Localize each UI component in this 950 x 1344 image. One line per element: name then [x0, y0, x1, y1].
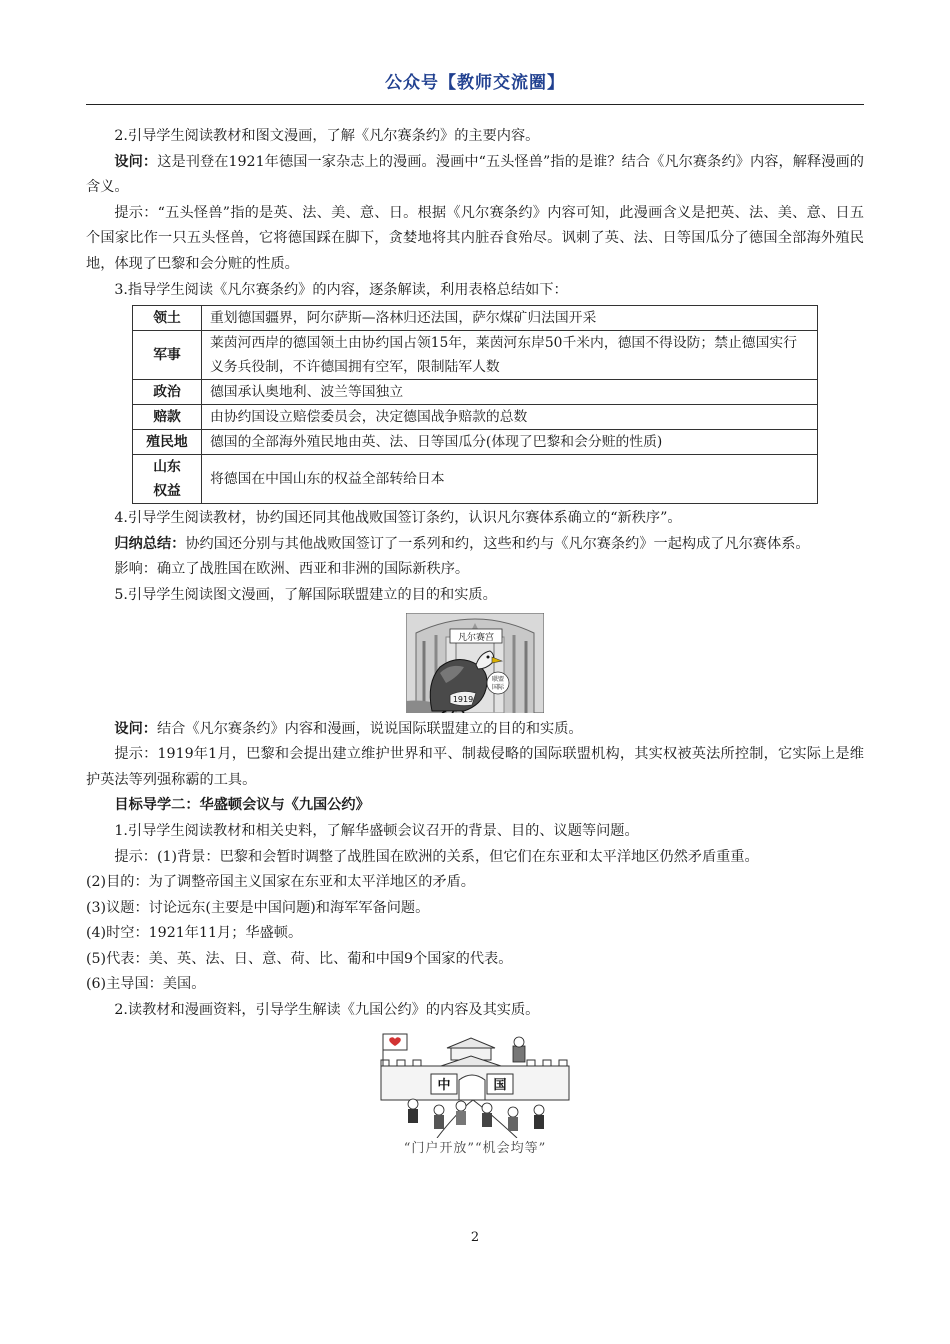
table-key-line: 权益	[153, 483, 181, 500]
table-value: 将德国在中国山东的权益全部转给日本	[202, 455, 818, 504]
table-value: 重划德国疆界，阿尔萨斯—洛林归还法国，萨尔煤矿归法国开采	[202, 306, 818, 331]
paragraph-step-2: 2.引导学生阅读教材和图文漫画，了解《凡尔赛条约》的主要内容。	[114, 128, 540, 144]
cartoon-year-text: 1919	[452, 694, 474, 704]
table-key: 军事	[133, 331, 202, 380]
paragraph-step-5: 5.引导学生阅读图文漫画，了解国际联盟建立的目的和实质。	[114, 586, 497, 603]
table-value: 德国的全部海外殖民地由英、法、日等国瓜分(体现了巴黎和会分赃的性质)	[202, 430, 818, 455]
table-key: 领土	[133, 306, 202, 331]
table-row	[133, 405, 818, 430]
table-key: 政治	[133, 380, 202, 405]
table-value: 莱茵河西岸的德国领土由协约国占领15年，莱茵河东岸50千米内，德国不得设防；禁止德国实行义务兵役制，不许德国拥有空军，限制陆军人数	[202, 331, 818, 380]
summary	[86, 532, 864, 558]
page-header: 公众号【教师交流圈】	[385, 73, 565, 93]
table-row	[133, 380, 818, 405]
table-row	[133, 306, 818, 331]
eagle-cartoon-image	[406, 613, 544, 713]
paragraph-goal2-step-2: 2.读教材和漫画资料，引导学生解读《九国公约》的内容及其实质。	[114, 1002, 540, 1019]
hint-background: 提示：(1)背景：巴黎和会暂时调整了战胜国在欧洲的关系，但它们在东亚和太平洋地区仍然矛盾重重。	[114, 848, 759, 865]
table-key	[133, 455, 202, 504]
question-text: 这是刊登在1921年德国一家杂志上的漫画。漫画中“五头怪兽”指的是谁？结合《凡尔赛条约》内容，解释漫画的含义。	[86, 153, 864, 196]
table-key: 殖民地	[133, 430, 202, 455]
list-item: (6)主导国：美国。	[86, 976, 206, 993]
paragraph-goal2-step-1: 1.引导学生阅读教材和相关史料，了解华盛顿会议召开的背景、目的、议题等问题。	[114, 822, 639, 839]
league-eagle-cartoon	[406, 613, 544, 713]
paragraph-step-3: 3.指导学生阅读《凡尔赛条约》的内容，逐条解读，利用表格总结如下：	[114, 281, 568, 298]
paragraph-step-4: 4.引导学生阅读教材，协约国还同其他战败国签订条约，认识凡尔赛体系确立的“新秩序”。	[114, 510, 682, 527]
table-key: 赔款	[133, 405, 202, 430]
hint-1: 提示：“五头怪兽”指的是英、法、美、意、日。根据《凡尔赛条约》内容可知，此漫画含义是把英、法、美、意、日五个国家比作一只五头怪兽，它将德国踩在脚下，贪婪地将其内脏吞食殆尽。讽刺了英、法、日等国瓜分了德国全部海外殖民地，体现了巴黎和会分赃的性质。	[86, 204, 864, 272]
summary-text: 协约国还分别与其他战败国签订了一系列和约，这些和约与《凡尔赛条约》一起构成了凡尔赛体系。	[185, 535, 810, 552]
table-row	[133, 430, 818, 455]
list-item: (5)代表：美、英、法、日、意、荷、比、葡和中国9个国家的代表。	[86, 950, 513, 967]
table-row	[133, 331, 818, 380]
table-value: 德国承认奥地利、波兰等国独立	[202, 380, 818, 405]
hint-2: 提示：1919年1月，巴黎和会提出建立维护世界和平、制裁侵略的国际联盟机构，其实权被英法所控制，它实际上是维护英法等列强称霸的工具。	[86, 746, 864, 788]
list-item: (4)时空：1921年11月；华盛顿。	[86, 925, 303, 942]
question-1	[86, 150, 864, 201]
cartoon-badge-text: 联盟	[491, 675, 505, 683]
wall-character-right: 国	[493, 1077, 507, 1093]
cartoon-caption: “门户开放”“机会均等”	[403, 1140, 547, 1156]
treaty-summary-table	[132, 305, 818, 504]
table-value: 由协约国设立赔偿委员会，决定德国战争赔款的总数	[202, 405, 818, 430]
content-body	[86, 124, 864, 1160]
question-2	[86, 717, 864, 743]
list-item: (2)目的：为了调整帝国主义国家在东亚和太平洋地区的矛盾。	[86, 874, 475, 891]
summary-label: 归纳总结：	[114, 535, 186, 552]
header-rule	[86, 104, 864, 105]
table-row	[133, 455, 818, 504]
table-key-line: 山东	[153, 459, 181, 476]
wall-character-left: 中	[437, 1077, 451, 1093]
open-door-cartoon	[377, 1030, 573, 1138]
list-item: (3)议题：讨论远东(主要是中国问题)和海军军备问题。	[86, 899, 430, 916]
impact: 影响：确立了战胜国在欧洲、西亚和非洲的国际新秩序。	[114, 561, 470, 578]
page-number: 2	[470, 1230, 480, 1245]
question-label: 设问：	[114, 720, 157, 737]
question-text: 结合《凡尔赛条约》内容和漫画，说说国际联盟建立的目的和实质。	[156, 720, 583, 737]
open-door-cartoon-image	[377, 1030, 573, 1138]
section-heading: 目标导学二：华盛顿会议与《九国公约》	[114, 797, 370, 814]
question-label: 设问：	[114, 153, 158, 170]
cartoon-sign-text: 凡尔赛宫	[457, 632, 495, 643]
cartoon-badge-text: 国际	[491, 683, 505, 691]
